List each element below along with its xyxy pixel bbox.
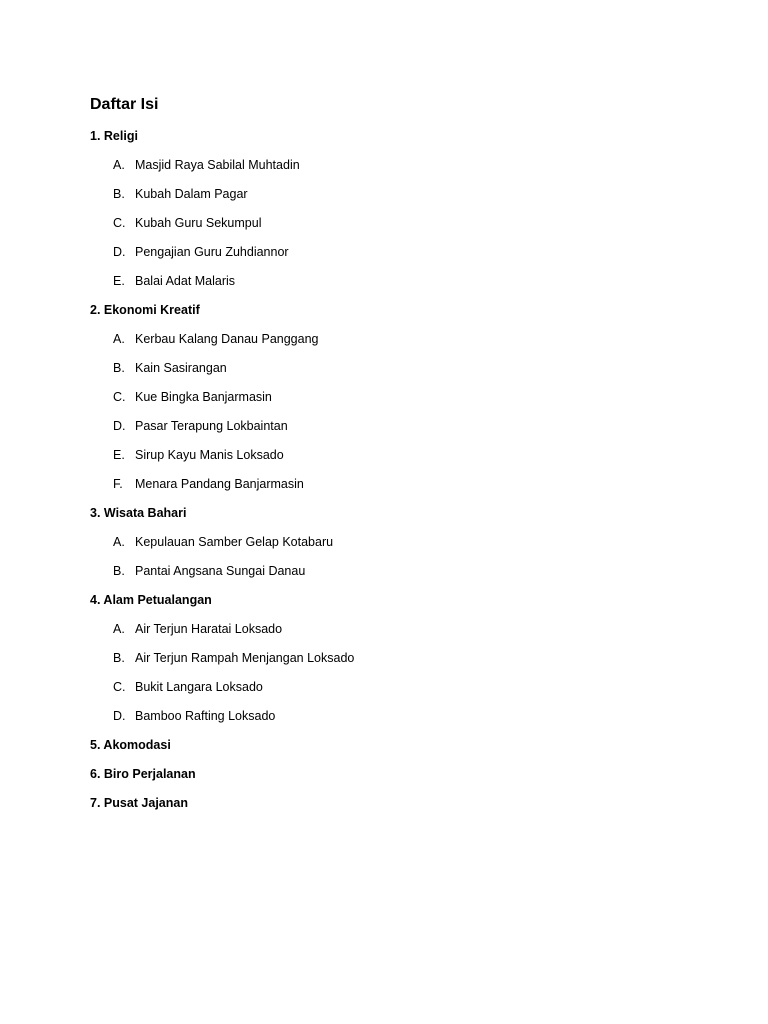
toc-item-letter: B. xyxy=(113,187,125,201)
toc-section xyxy=(90,300,690,503)
toc-list-item xyxy=(90,155,690,184)
toc-item-letter: D. xyxy=(113,245,126,259)
toc-section xyxy=(90,590,690,735)
toc-item-text: Kepulauan Samber Gelap Kotabaru xyxy=(135,535,334,549)
toc-list-item xyxy=(90,271,690,300)
toc-section-heading: 1. Religi xyxy=(90,129,138,143)
toc-item-letter: E. xyxy=(113,448,125,462)
page-title: Daftar Isi xyxy=(90,96,159,113)
toc-item-text: Bukit Langara Loksado xyxy=(135,680,263,694)
toc-item-letter: F. xyxy=(113,477,123,491)
toc-item-text: Bamboo Rafting Loksado xyxy=(135,709,276,723)
toc-item-text: Sirup Kayu Manis Loksado xyxy=(135,448,284,462)
toc-section-heading: 5. Akomodasi xyxy=(90,738,171,752)
toc-item-letter: A. xyxy=(113,535,125,549)
toc-list-item xyxy=(90,677,690,706)
toc-list-item xyxy=(90,474,690,503)
toc-list-item xyxy=(90,416,690,445)
toc-list-item xyxy=(90,242,690,271)
toc-section xyxy=(90,793,690,822)
toc-list-item xyxy=(90,213,690,242)
toc-item-text: Pantai Angsana Sungai Danau xyxy=(135,564,306,578)
toc-item-letter: D. xyxy=(113,419,126,433)
toc-item-text: Kue Bingka Banjarmasin xyxy=(135,390,272,404)
toc-section xyxy=(90,126,690,300)
toc-section-heading: 4. Alam Petualangan xyxy=(90,593,212,607)
toc-item-text: Air Terjun Rampah Menjangan Loksado xyxy=(135,651,355,665)
toc-list-item xyxy=(90,387,690,416)
toc-item-letter: A. xyxy=(113,158,125,172)
table-of-contents xyxy=(90,126,690,822)
toc-item-letter: E. xyxy=(113,274,125,288)
toc-list-item xyxy=(90,329,690,358)
toc-list-item xyxy=(90,184,690,213)
toc-item-text: Pasar Terapung Lokbaintan xyxy=(135,419,288,433)
toc-item-text: Balai Adat Malaris xyxy=(135,274,236,288)
toc-section xyxy=(90,735,690,764)
toc-section xyxy=(90,503,690,590)
toc-item-text: Kain Sasirangan xyxy=(135,361,227,375)
toc-item-text: Kerbau Kalang Danau Panggang xyxy=(135,332,319,346)
toc-section-heading: 7. Pusat Jajanan xyxy=(90,796,188,810)
toc-item-letter: B. xyxy=(113,361,125,375)
toc-item-letter: D. xyxy=(113,709,126,723)
toc-item-letter: B. xyxy=(113,651,125,665)
toc-section-heading: 3. Wisata Bahari xyxy=(90,506,187,520)
toc-section-heading: 2. Ekonomi Kreatif xyxy=(90,303,200,317)
toc-list-item xyxy=(90,706,690,735)
toc-item-letter: C. xyxy=(113,680,126,694)
toc-item-text: Pengajian Guru Zuhdiannor xyxy=(135,245,289,259)
toc-item-letter: C. xyxy=(113,390,126,404)
toc-item-letter: A. xyxy=(113,622,125,636)
toc-item-letter: C. xyxy=(113,216,126,230)
toc-list-item xyxy=(90,358,690,387)
toc-list-item xyxy=(90,445,690,474)
toc-item-text: Kubah Guru Sekumpul xyxy=(135,216,262,230)
toc-list-item xyxy=(90,648,690,677)
toc-item-letter: B. xyxy=(113,564,125,578)
toc-section-heading: 6. Biro Perjalanan xyxy=(90,767,196,781)
toc-item-text: Air Terjun Haratai Loksado xyxy=(135,622,283,636)
toc-item-text: Menara Pandang Banjarmasin xyxy=(135,477,304,491)
toc-item-letter: A. xyxy=(113,332,125,346)
toc-list-item xyxy=(90,532,690,561)
toc-item-text: Masjid Raya Sabilal Muhtadin xyxy=(135,158,300,172)
toc-list-item xyxy=(90,561,690,590)
toc-item-text: Kubah Dalam Pagar xyxy=(135,187,248,201)
toc-section xyxy=(90,764,690,793)
toc-list-item xyxy=(90,619,690,648)
